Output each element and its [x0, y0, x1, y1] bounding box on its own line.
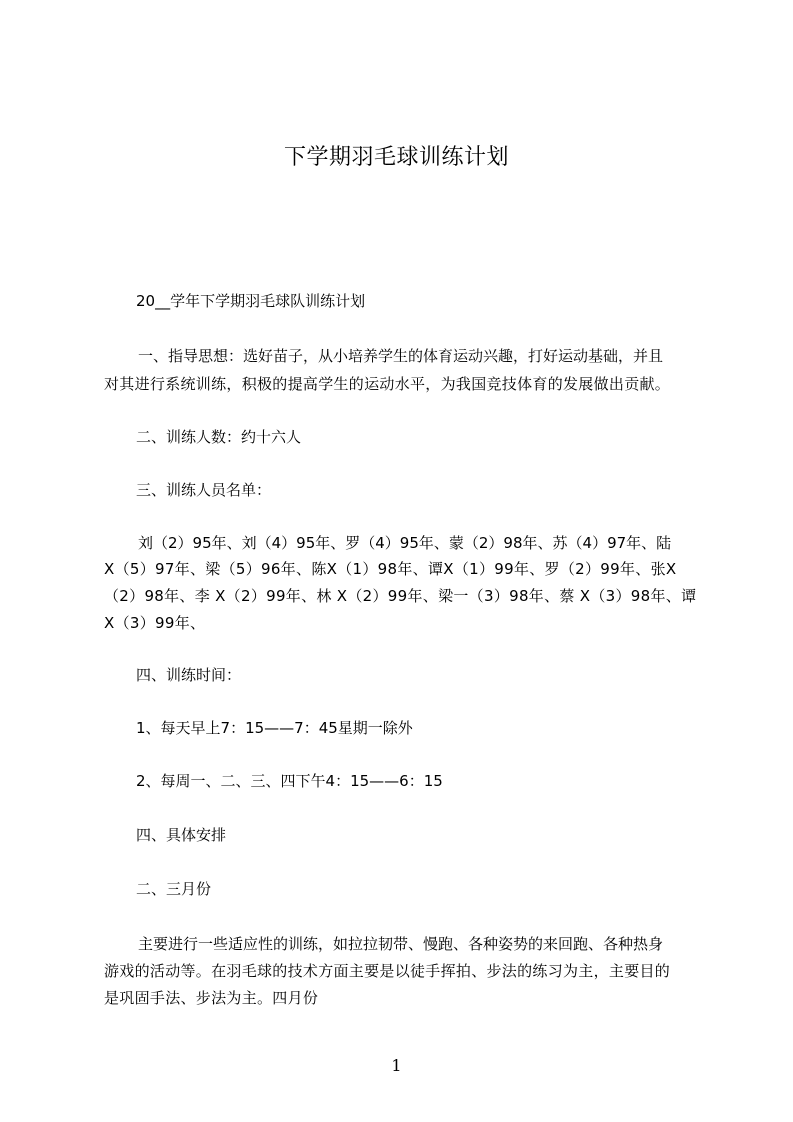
document-subtitle: 20__学年下学期羽毛球队训练计划 — [136, 292, 366, 310]
roster-line-1: 刘（2）95年、刘（4）95年、罗（4）95年、蒙（2）98年、苏（4）97年、陆 — [138, 534, 672, 552]
arrangement-heading: 四、具体安排 — [136, 826, 227, 844]
trainee-count: 二、训练人数：约十六人 — [136, 428, 302, 446]
guiding-principle-line-2: 对其进行系统训练，积极的提高学生的运动水平，为我国竞技体育的发展做出贡献。 — [104, 375, 671, 393]
roster-line-4: X（3）99年、 — [104, 614, 206, 632]
roster-line-2: X（5）97年、梁（5）96年、陈X（1）98年、谭X（1）99年、罗（2）99年、张X — [104, 560, 677, 578]
document-title: 下学期羽毛球训练计划 — [283, 145, 509, 170]
plan-paragraph-line-1: 主要进行一些适应性的训练，如拉拉韧带、慢跑、各种姿势的来回跑、各种热身 — [138, 935, 664, 953]
schedule-item-2: 2、每周一、二、三、四下午4：15——6：15 — [136, 772, 443, 790]
schedule-heading: 四、训练时间： — [136, 666, 242, 684]
page-number: 1 — [391, 1056, 402, 1075]
month-heading: 二、三月份 — [136, 880, 212, 898]
plan-paragraph-line-3: 是巩固手法、步法为主。四月份 — [104, 989, 319, 1007]
plan-paragraph-line-2: 游戏的活动等。在羽毛球的技术方面主要是以徒手挥拍、步法的练习为主，主要目的 — [104, 962, 671, 980]
roster-heading: 三、训练人员名单： — [136, 481, 272, 499]
schedule-item-1: 1、每天早上7：15——7：45星期一除外 — [136, 719, 413, 737]
roster-line-3: （2）98年、李 X（2）99年、林 X（2）99年、梁一（3）98年、蔡 X（3）98年、谭 — [104, 587, 696, 605]
guiding-principle-line-1: 一、指导思想：选好苗子，从小培养学生的体育运动兴趣，打好运动基础，并且 — [138, 347, 664, 365]
